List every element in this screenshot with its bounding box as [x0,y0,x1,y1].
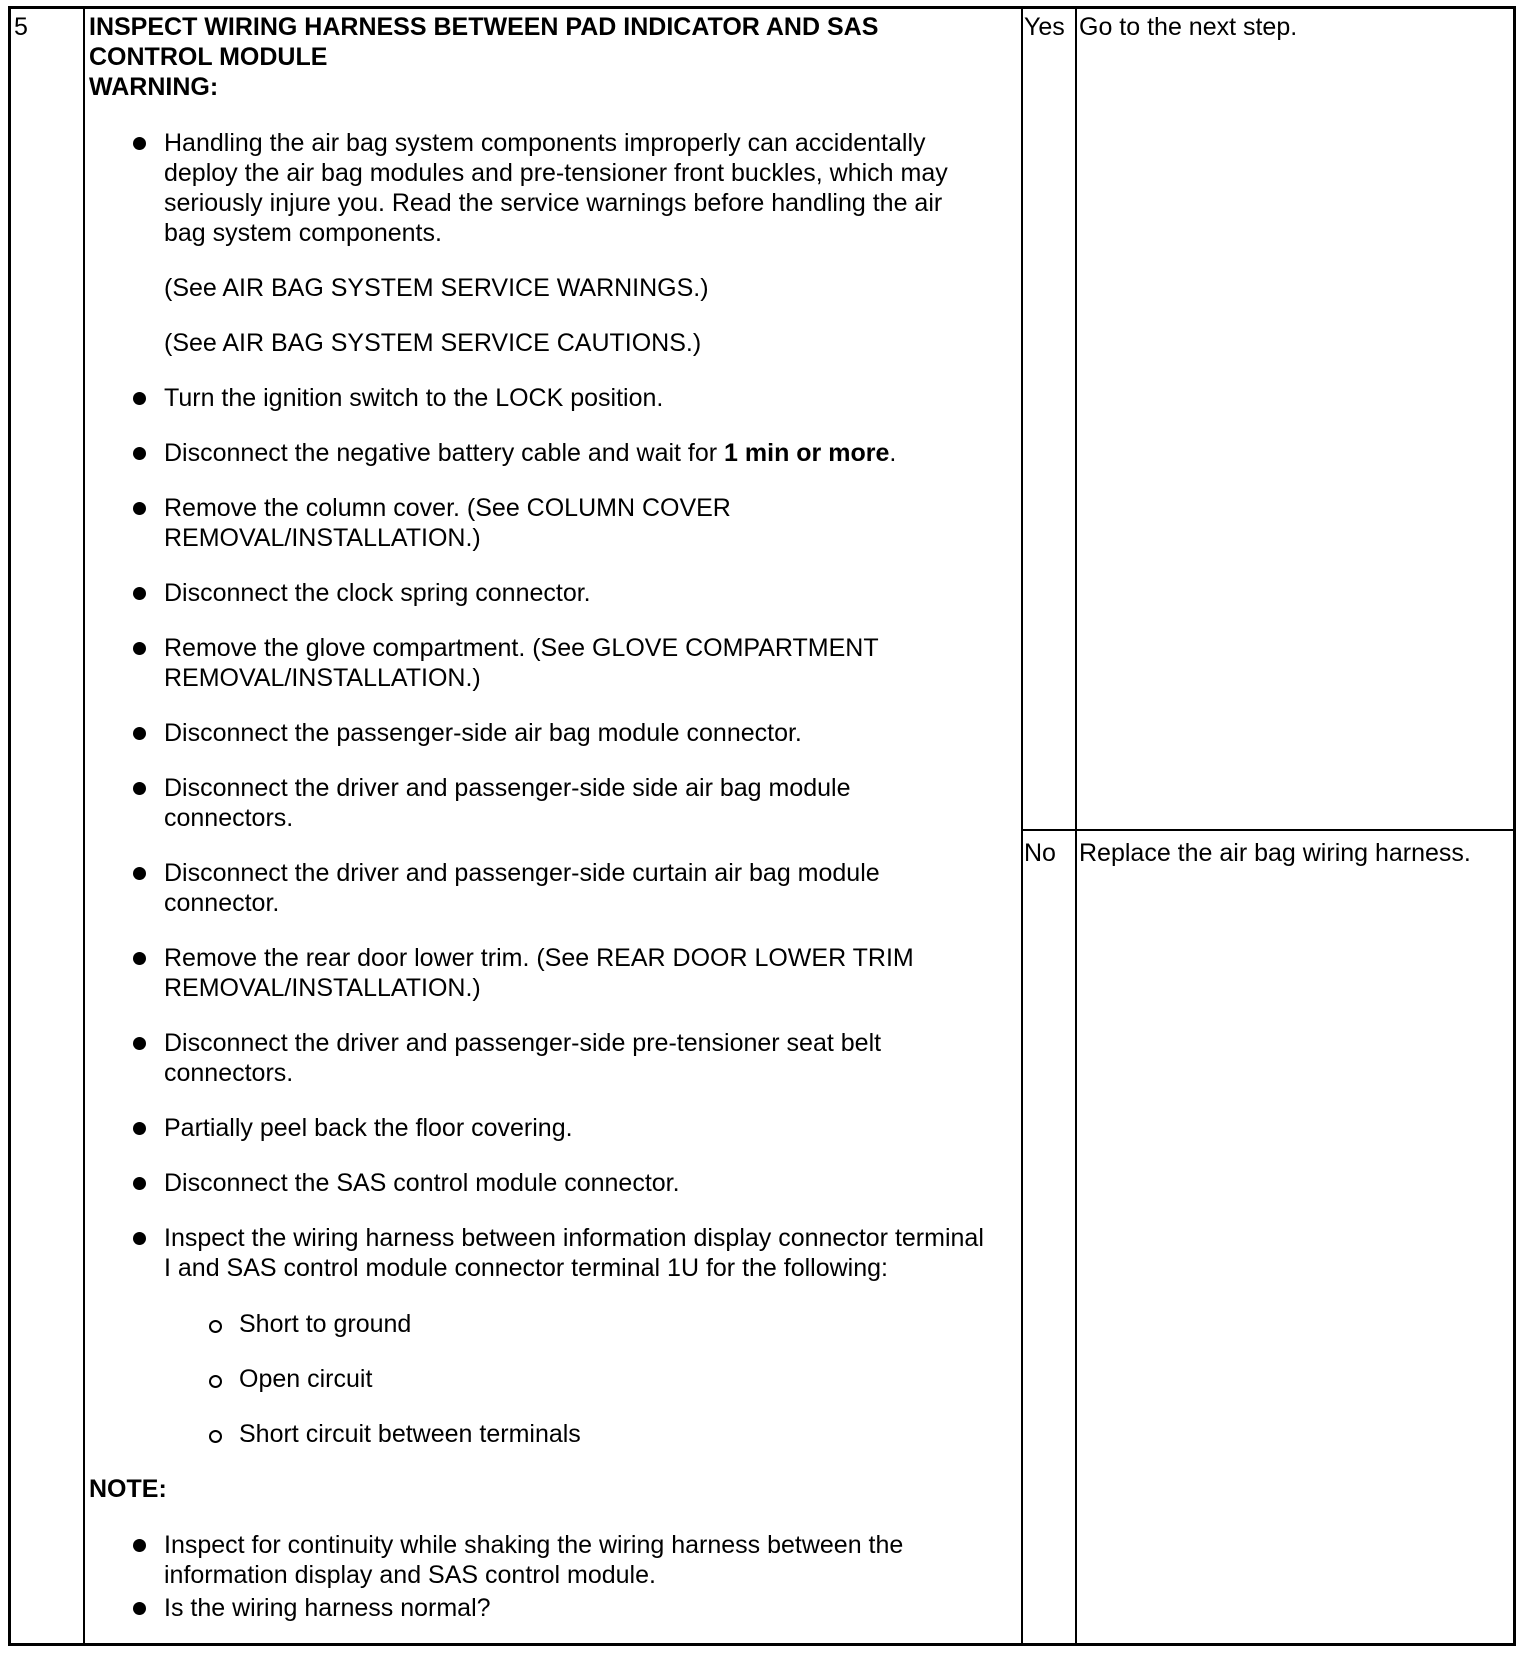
warning-item-4-after: . [889,439,897,467]
warning-item-7-line-1: REMOVAL/INSTALLATION.) [164,664,481,692]
result-yes-action: Go to the next step. [1079,13,1298,41]
bullet-icon [133,502,146,515]
bullet-icon [133,952,146,965]
warning-item-5-line-0: Remove the column cover. (See COLUMN COVER [164,494,731,522]
bullet-icon [133,642,146,655]
column-divider-action [1075,9,1077,1643]
bullet-icon [133,867,146,880]
sub-item-2: Short circuit between terminals [239,1420,581,1448]
bullet-icon [133,1232,146,1245]
warning-item-11-line-1: REMOVAL/INSTALLATION.) [164,974,481,1002]
warning-item-11-line-0: Remove the rear door lower trim. (See REAR DOOR LOWER TRIM [164,944,914,972]
bullet-icon [133,1177,146,1190]
result-no-answer: No [1024,839,1056,867]
sub-bullet-icon [209,1320,222,1333]
warning-item-13: Partially peel back the floor covering. [164,1114,573,1142]
warning-item-9-line-0: Disconnect the driver and passenger-side side air bag module [164,774,851,802]
result-yes-answer: Yes [1024,13,1065,41]
step-number: 5 [14,13,28,41]
note-item-0-line-1: information display and SAS control module. [164,1561,656,1589]
reference-service-cautions: (See AIR BAG SYSTEM SERVICE CAUTIONS.) [164,329,702,357]
warning-item-4 [164,438,896,468]
bullet-icon [133,447,146,460]
bullet-icon [133,1122,146,1135]
reference-service-warnings: (See AIR BAG SYSTEM SERVICE WARNINGS.) [164,274,709,302]
warning-item-4-emphasis: 1 min or more [724,439,890,467]
row-divider-yes-no [1021,829,1513,831]
warning-item-14: Disconnect the SAS control module connector. [164,1169,680,1197]
warning-item-9-line-1: connectors. [164,804,294,832]
warning-item-6: Disconnect the clock spring connector. [164,579,591,607]
bullet-icon [133,1602,146,1615]
result-no-action: Replace the air bag wiring harness. [1079,839,1471,867]
note-item-1: Is the wiring harness normal? [164,1594,491,1622]
bullet-icon [133,1037,146,1050]
sub-bullet-icon [209,1430,222,1443]
column-divider-answer [1021,9,1023,1643]
warning-item-0-line-3: bag system components. [164,219,442,247]
bullet-icon [133,1539,146,1552]
sub-item-1: Open circuit [239,1365,373,1393]
warning-item-3: Turn the ignition switch to the LOCK position. [164,384,664,412]
warning-item-12-line-0: Disconnect the driver and passenger-side pre-tensioner seat belt [164,1029,882,1057]
note-item-0-line-0: Inspect for continuity while shaking the wiring harness between the [164,1531,904,1559]
warning-item-7-line-0: Remove the glove compartment. (See GLOVE COMPARTMENT [164,634,879,662]
bullet-icon [133,587,146,600]
warning-label: WARNING: [89,73,219,101]
bullet-icon [133,727,146,740]
bullet-icon [133,392,146,405]
warning-item-12-line-1: connectors. [164,1059,294,1087]
sub-item-0: Short to ground [239,1310,412,1338]
warning-item-10-line-0: Disconnect the driver and passenger-side curtain air bag module [164,859,880,887]
warning-item-0-line-0: Handling the air bag system components improperly can accidentally [164,129,926,157]
note-label: NOTE: [89,1475,167,1503]
warning-item-4-text: Disconnect the negative battery cable and wait for [164,439,725,467]
step-title-line-1: INSPECT WIRING HARNESS BETWEEN PAD INDICATOR AND SAS [89,13,879,41]
column-divider-step [83,9,85,1643]
warning-item-10-line-1: connector. [164,889,280,917]
warning-item-15-line-1: I and SAS control module connector terminal 1U for the following: [164,1254,888,1282]
warning-item-0-line-1: deploy the air bag modules and pre-tensioner front buckles, which may [164,159,948,187]
bullet-icon [133,137,146,150]
warning-item-0-line-2: seriously injure you. Read the service warnings before handling the air [164,189,943,217]
step-title-line-2: CONTROL MODULE [89,43,328,71]
bullet-icon [133,782,146,795]
warning-item-15-line-0: Inspect the wiring harness between information display connector terminal [164,1224,984,1252]
warning-item-5-line-1: REMOVAL/INSTALLATION.) [164,524,481,552]
warning-item-8: Disconnect the passenger-side air bag module connector. [164,719,802,747]
sub-bullet-icon [209,1375,222,1388]
